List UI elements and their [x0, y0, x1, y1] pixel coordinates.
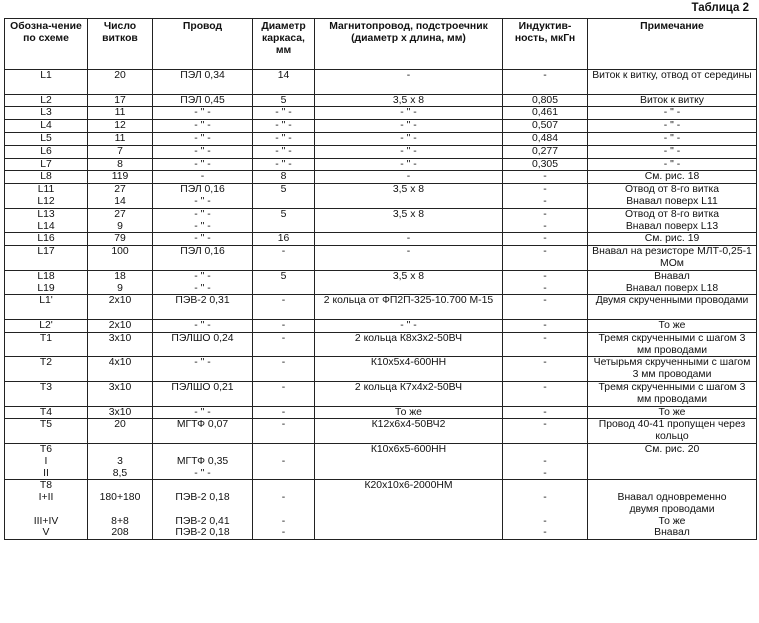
cell-turns: 20: [88, 419, 153, 444]
cell-core: 2 кольца К8х3х2-50ВЧ: [315, 332, 503, 357]
table-row: [5, 158, 757, 171]
cell-diameter: 5: [253, 270, 315, 295]
table-row: [5, 381, 757, 406]
cell-inductance: 0,277: [503, 145, 588, 158]
header-wire: Провод: [153, 19, 253, 70]
cell-note: Виток к витку, отвод от середины: [588, 70, 757, 95]
inductor-table: [4, 18, 757, 540]
cell-turns: 3 8,5: [88, 443, 153, 479]
cell-designation: T6 I II: [5, 443, 88, 479]
cell-diameter: -: [253, 381, 315, 406]
cell-inductance: 0,507: [503, 120, 588, 133]
header-note: Примечание: [588, 19, 757, 70]
cell-diameter: - " -: [253, 145, 315, 158]
cell-core: -: [315, 171, 503, 184]
cell-note: Двумя скрученными проводами: [588, 295, 757, 320]
cell-wire: МГТФ 0,35 - " -: [153, 443, 253, 479]
cell-designation: L1: [5, 70, 88, 95]
header-turns: Число витков: [88, 19, 153, 70]
cell-core: 2 кольца от ФП2П-325-10.700 М-15: [315, 295, 503, 320]
cell-note: См. рис. 19: [588, 233, 757, 246]
cell-core: -: [315, 233, 503, 246]
cell-turns: 2х10: [88, 319, 153, 332]
cell-inductance: -: [503, 406, 588, 419]
cell-wire: -: [153, 171, 253, 184]
cell-core: 3,5 х 8: [315, 208, 503, 233]
table-row: [5, 120, 757, 133]
cell-designation: T1: [5, 332, 88, 357]
table-row: [5, 332, 757, 357]
cell-wire: ПЭЛ 0,16 - " -: [153, 184, 253, 209]
cell-core: - " -: [315, 132, 503, 145]
cell-inductance: -: [503, 171, 588, 184]
cell-core: То же: [315, 406, 503, 419]
cell-diameter: - " -: [253, 107, 315, 120]
cell-diameter: 5: [253, 94, 315, 107]
cell-wire: - " -: [153, 132, 253, 145]
cell-core: К12х6х4-50ВЧ2: [315, 419, 503, 444]
cell-designation: L7: [5, 158, 88, 171]
cell-core: К10х6х5-600НН: [315, 443, 503, 479]
cell-wire: ПЭЛ 0,16: [153, 246, 253, 271]
table-row: [5, 270, 757, 295]
cell-wire: - " -: [153, 158, 253, 171]
table-row: [5, 184, 757, 209]
table-row: [5, 406, 757, 419]
cell-core: - " -: [315, 145, 503, 158]
cell-diameter: 14: [253, 70, 315, 95]
cell-wire: - " -: [153, 406, 253, 419]
cell-inductance: -: [503, 357, 588, 382]
cell-wire: ПЭВ-2 0,18 ПЭВ-2 0,41 ПЭВ-2 0,18: [153, 480, 253, 540]
cell-core: - " -: [315, 158, 503, 171]
cell-core: -: [315, 70, 503, 95]
cell-wire: - " - - " -: [153, 208, 253, 233]
table-row: [5, 233, 757, 246]
cell-diameter: -: [253, 295, 315, 320]
cell-designation: L18 L19: [5, 270, 88, 295]
cell-core: К10х5х4-600НН: [315, 357, 503, 382]
table-row: [5, 246, 757, 271]
cell-turns: 3х10: [88, 406, 153, 419]
table-row: [5, 419, 757, 444]
cell-note: Внавал одновременно двумя проводами То же Внавал: [588, 480, 757, 540]
cell-turns: 17: [88, 94, 153, 107]
cell-turns: 8: [88, 158, 153, 171]
header-designation: Обозна-чение по схеме: [5, 19, 88, 70]
cell-note: Провод 40-41 пропущен через кольцо: [588, 419, 757, 444]
cell-designation: L16: [5, 233, 88, 246]
cell-wire: - " -: [153, 145, 253, 158]
cell-diameter: - " -: [253, 132, 315, 145]
cell-designation: L6: [5, 145, 88, 158]
cell-wire: - " -: [153, 233, 253, 246]
cell-diameter: 8: [253, 171, 315, 184]
cell-note: - " -: [588, 145, 757, 158]
cell-diameter: -: [253, 332, 315, 357]
cell-turns: 12: [88, 120, 153, 133]
cell-turns: 4х10: [88, 357, 153, 382]
cell-turns: 79: [88, 233, 153, 246]
cell-note: Тремя скрученными с шагом 3 мм проводами: [588, 381, 757, 406]
cell-designation: L4: [5, 120, 88, 133]
cell-diameter: -: [253, 406, 315, 419]
cell-note: То же: [588, 406, 757, 419]
cell-designation: L8: [5, 171, 88, 184]
cell-inductance: -: [503, 246, 588, 271]
header-inductance: Индуктив-ность, мкГн: [503, 19, 588, 70]
cell-core: -: [315, 246, 503, 271]
cell-designation: T5: [5, 419, 88, 444]
cell-note: - " -: [588, 107, 757, 120]
cell-designation: L11 L12: [5, 184, 88, 209]
cell-diameter: -: [253, 319, 315, 332]
cell-turns: 11: [88, 132, 153, 145]
cell-turns: 27 9: [88, 208, 153, 233]
header-row: [5, 19, 757, 70]
cell-note: См. рис. 20: [588, 443, 757, 479]
cell-inductance: -: [503, 295, 588, 320]
cell-inductance: -: [503, 332, 588, 357]
cell-designation: L1': [5, 295, 88, 320]
cell-note: Виток к витку: [588, 94, 757, 107]
cell-note: Четырьмя скрученными с шагом 3 мм проводами: [588, 357, 757, 382]
cell-note: - " -: [588, 120, 757, 133]
cell-designation: L2': [5, 319, 88, 332]
cell-core: 3,5 х 8: [315, 94, 503, 107]
cell-inductance: - -: [503, 208, 588, 233]
cell-core: 2 кольца К7х4х2-50ВЧ: [315, 381, 503, 406]
cell-diameter: -: [253, 443, 315, 479]
cell-designation: L17: [5, 246, 88, 271]
cell-turns: 180+180 8+8 208: [88, 480, 153, 540]
header-core: Магнитопровод, подстроечник (диаметр х длина, мм): [315, 19, 503, 70]
cell-wire: - " -: [153, 120, 253, 133]
cell-diameter: 16: [253, 233, 315, 246]
cell-diameter: - " -: [253, 120, 315, 133]
cell-note: То же: [588, 319, 757, 332]
table-row: [5, 132, 757, 145]
table-row: [5, 443, 757, 479]
cell-turns: 3х10: [88, 381, 153, 406]
cell-diameter: 5: [253, 208, 315, 233]
cell-diameter: - " -: [253, 158, 315, 171]
cell-inductance: 0,305: [503, 158, 588, 171]
cell-inductance: - -: [503, 443, 588, 479]
cell-wire: - " - - " -: [153, 270, 253, 295]
table-row: [5, 208, 757, 233]
table-row: [5, 295, 757, 320]
cell-diameter: - - -: [253, 480, 315, 540]
table-row: [5, 145, 757, 158]
cell-inductance: - - -: [503, 480, 588, 540]
cell-inductance: -: [503, 70, 588, 95]
cell-designation: L2: [5, 94, 88, 107]
cell-turns: 100: [88, 246, 153, 271]
cell-designation: L5: [5, 132, 88, 145]
cell-inductance: -: [503, 381, 588, 406]
cell-core: К20х10х6-2000НМ: [315, 480, 503, 540]
cell-turns: 18 9: [88, 270, 153, 295]
table-row: [5, 171, 757, 184]
table-caption: Таблица 2: [691, 2, 749, 14]
cell-turns: 119: [88, 171, 153, 184]
cell-wire: ПЭЛ 0,45: [153, 94, 253, 107]
cell-core: - " -: [315, 120, 503, 133]
cell-diameter: -: [253, 246, 315, 271]
cell-diameter: 5: [253, 184, 315, 209]
cell-note: Отвод от 8-го витка Внавал поверх L13: [588, 208, 757, 233]
cell-note: - " -: [588, 158, 757, 171]
cell-inductance: -: [503, 419, 588, 444]
cell-diameter: -: [253, 419, 315, 444]
cell-inductance: - -: [503, 270, 588, 295]
cell-core: - " -: [315, 107, 503, 120]
cell-note: Внавал Внавал поверх L18: [588, 270, 757, 295]
cell-designation: L13 L14: [5, 208, 88, 233]
cell-core: 3,5 х 8: [315, 270, 503, 295]
cell-wire: ПЭВ-2 0,31: [153, 295, 253, 320]
cell-designation: L3: [5, 107, 88, 120]
cell-turns: 11: [88, 107, 153, 120]
header-diameter: Диаметр каркаса, мм: [253, 19, 315, 70]
table-row: [5, 357, 757, 382]
cell-wire: ПЭЛШО 0,24: [153, 332, 253, 357]
cell-wire: ПЭЛ 0,34: [153, 70, 253, 95]
table-row: [5, 70, 757, 95]
cell-core: 3,5 х 8: [315, 184, 503, 209]
cell-wire: - " -: [153, 357, 253, 382]
cell-designation: T4: [5, 406, 88, 419]
cell-inductance: - -: [503, 184, 588, 209]
cell-wire: - " -: [153, 107, 253, 120]
table-row: [5, 480, 757, 540]
cell-note: Тремя скрученными с шагом 3 мм проводами: [588, 332, 757, 357]
cell-note: Внавал на резисторе МЛТ-0,25-1 МОм: [588, 246, 757, 271]
table-row: [5, 94, 757, 107]
cell-inductance: -: [503, 319, 588, 332]
cell-designation: T2: [5, 357, 88, 382]
cell-inductance: 0,805: [503, 94, 588, 107]
cell-turns: 27 14: [88, 184, 153, 209]
cell-turns: 20: [88, 70, 153, 95]
cell-note: - " -: [588, 132, 757, 145]
cell-core: - " -: [315, 319, 503, 332]
cell-wire: МГТФ 0,07: [153, 419, 253, 444]
cell-diameter: -: [253, 357, 315, 382]
cell-inductance: 0,461: [503, 107, 588, 120]
cell-turns: 7: [88, 145, 153, 158]
cell-turns: 3х10: [88, 332, 153, 357]
cell-note: Отвод от 8-го витка Внавал поверх L11: [588, 184, 757, 209]
cell-turns: 2х10: [88, 295, 153, 320]
cell-designation: T8 I+II III+IV V: [5, 480, 88, 540]
cell-inductance: 0,484: [503, 132, 588, 145]
table-row: [5, 107, 757, 120]
cell-wire: - " -: [153, 319, 253, 332]
cell-inductance: -: [503, 233, 588, 246]
table-row: [5, 319, 757, 332]
cell-designation: T3: [5, 381, 88, 406]
cell-note: См. рис. 18: [588, 171, 757, 184]
cell-wire: ПЭЛШО 0,21: [153, 381, 253, 406]
